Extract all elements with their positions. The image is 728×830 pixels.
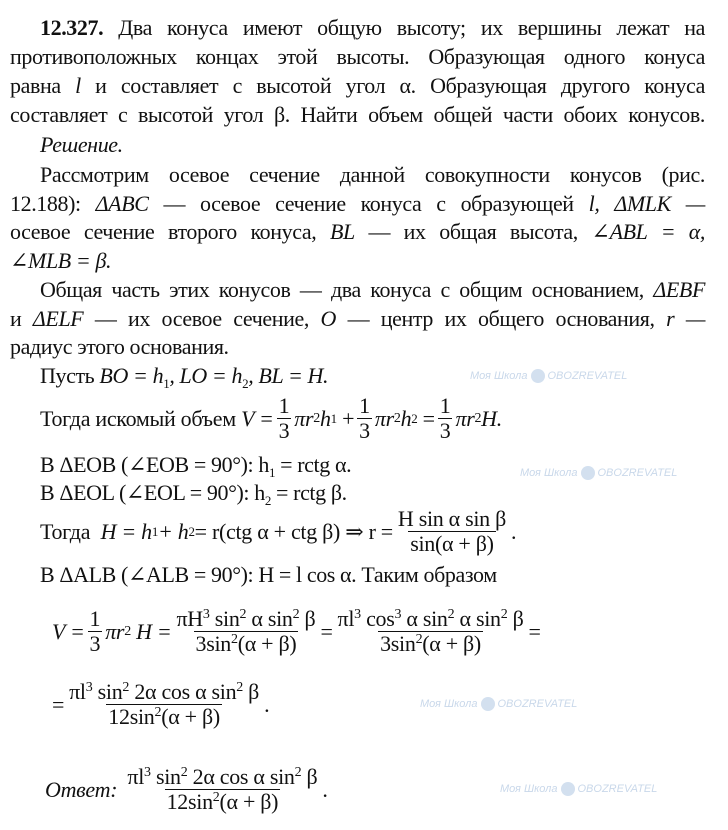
watermark-brand: OBOZREVATEL: [547, 370, 628, 382]
fraction: [357, 394, 372, 443]
text: Тогда: [40, 518, 91, 544]
denominator: [194, 631, 299, 656]
var: l,: [588, 191, 600, 216]
text: — центр их общего основания,: [347, 306, 655, 331]
op: +: [342, 405, 355, 431]
numerator: [174, 607, 317, 631]
sup: 3: [394, 607, 402, 622]
denominator: [378, 631, 483, 656]
t: .: [264, 691, 270, 717]
fraction: [174, 607, 317, 656]
fraction: [438, 394, 453, 443]
fraction: [277, 394, 292, 443]
text: равна: [10, 73, 61, 98]
t: πH: [176, 606, 203, 631]
var: , BL = H.: [248, 363, 329, 388]
var: ∠ABL = α,: [591, 219, 706, 244]
var: r —: [666, 306, 705, 331]
problem-line-2: противоположных концах этой высоты. Образующая одного конуса: [10, 44, 705, 69]
watermark-brand: OBOZREVATEL: [597, 467, 678, 479]
t: πl: [69, 679, 86, 704]
sup: 2: [447, 607, 455, 622]
denominator: 3: [278, 418, 290, 443]
sup: 2: [239, 607, 247, 622]
t: 2α cos α sin: [187, 764, 295, 789]
fraction: [88, 607, 103, 656]
var: ΔELF: [32, 306, 84, 331]
var: πr: [455, 405, 475, 431]
var: πr: [294, 405, 314, 431]
var: + h: [158, 518, 189, 544]
op: =: [422, 405, 435, 431]
t: (α + β): [237, 631, 297, 656]
para1-line-4: [10, 248, 705, 274]
var: πr: [105, 618, 125, 644]
text: = rctg β.: [270, 480, 347, 505]
t: α sin: [454, 606, 501, 631]
denominator: 3: [359, 418, 370, 443]
numerator: H sin α sin β: [397, 506, 506, 531]
sup: 2: [500, 607, 508, 622]
t: 3sin: [195, 631, 231, 656]
para1-line-3: [10, 219, 705, 245]
eol-line: [40, 480, 705, 506]
sup: 3: [144, 765, 151, 780]
text: = r(ctg α + ctg β) ⇒ r =: [194, 518, 393, 544]
sup: 2: [292, 607, 300, 622]
watermark-site: Моя Школа: [500, 783, 558, 795]
watermark-logo-icon: [561, 782, 575, 796]
t: πl: [127, 764, 145, 789]
text: = rctg α.: [275, 452, 352, 477]
watermark: [500, 782, 657, 796]
var: H = h: [100, 518, 152, 544]
var: H =: [136, 618, 172, 644]
var: O: [320, 306, 337, 331]
solution-label: Решение.: [40, 132, 123, 157]
denominator: [165, 789, 281, 814]
op: =: [52, 691, 65, 717]
var: BO = h: [99, 363, 164, 388]
radius-formula: Тогда H = h 1 + h 2 = r(ctg α + ctg β) ⇒ r = $\frac{\text{H sin α sin β}}{\sin(\alpha + \beta)}$ .: [40, 506, 517, 556]
sup: 3: [202, 607, 210, 622]
var: h: [400, 405, 412, 431]
watermark-logo-icon: [481, 697, 495, 711]
numerator: [125, 765, 319, 789]
sub: 1: [268, 465, 276, 480]
v-formula-continued: [52, 680, 269, 729]
answer-label: Ответ:: [45, 776, 118, 802]
t: (α + β): [219, 789, 279, 814]
text: .: [510, 518, 517, 544]
watermark-brand: OBOZREVATEL: [577, 783, 658, 795]
t: α sin: [401, 606, 448, 631]
numerator: 1: [439, 393, 451, 418]
text: и составляет с высотой угол α. Образующая другого конуса: [95, 73, 705, 98]
numerator: 1: [89, 606, 101, 631]
text: В ΔEOB (∠EOB = 90°): h: [40, 452, 269, 477]
t: (α + β): [422, 631, 481, 656]
sup: 2: [154, 705, 162, 720]
var: ΔABC: [95, 191, 149, 216]
problem-number: 12.327.: [40, 15, 104, 40]
t: sin: [209, 606, 240, 631]
t: β: [301, 764, 318, 789]
numerator: [336, 607, 526, 631]
var: H.: [481, 405, 502, 431]
sup: 2: [230, 632, 238, 647]
v-formula: V = $\frac{1}{3}$ πr 2 H = $\frac{\pi H^3 \sin^2 \alpha \sin^2 \beta}{3\sin^2(\alpha + \beta)}$ = $\frac{\pi l^3 \cos^3 \alpha \sin^2 \alpha \sin^2 \beta}{3\sin^2(\alpha + \beta)}$ =: [52, 606, 541, 656]
para2-line-2: [10, 306, 705, 332]
var: V =: [241, 405, 274, 431]
var: V =: [52, 618, 85, 644]
text: — их общая высота,: [368, 219, 578, 244]
t: sin: [150, 764, 181, 789]
t: .: [322, 776, 328, 802]
t: sin: [92, 679, 123, 704]
numerator: 1: [359, 393, 370, 418]
t: (α + β): [161, 704, 220, 729]
sup: 3: [85, 680, 93, 695]
watermark-site: Моя Школа: [520, 467, 578, 479]
text: Тогда искомый объем: [40, 405, 236, 431]
var: BL: [329, 219, 355, 244]
sub: 1: [163, 376, 170, 391]
fraction: [125, 765, 319, 814]
sub: 2: [264, 493, 271, 508]
watermark-site: Моя Школа: [420, 698, 478, 710]
t: πl: [337, 606, 355, 631]
sub: 2: [242, 376, 249, 391]
var: ΔMLK —: [614, 191, 705, 216]
text: 12.188):: [10, 191, 81, 216]
problem-line-3: [10, 73, 705, 99]
var: ΔEBF: [653, 277, 705, 302]
text: Два конуса имеют общую высоту; их вершины лежат на: [118, 15, 705, 40]
t: 3sin: [380, 631, 416, 656]
t: β: [299, 606, 316, 631]
var: h: [319, 405, 331, 431]
numerator: 1: [278, 393, 290, 418]
sup: 2: [212, 790, 220, 805]
t: cos: [360, 606, 395, 631]
para2-line-3: радиус этого основания.: [10, 334, 229, 359]
let-line: [40, 363, 705, 389]
t: β: [507, 606, 524, 631]
text: и: [10, 306, 22, 331]
fraction: [336, 607, 526, 656]
var: l: [75, 73, 81, 98]
sup: 2: [415, 632, 423, 647]
fraction: [67, 680, 261, 729]
var: ∠MLB = β.: [10, 248, 112, 273]
problem-line-4: составляет с высотой угол β. Найти объем общей части обоих конусов.: [10, 102, 705, 127]
watermark: [420, 697, 577, 711]
text: Пусть: [40, 363, 95, 388]
denominator: 3: [89, 631, 101, 656]
answer: [45, 765, 328, 814]
op: =: [528, 618, 541, 644]
text: — их осевое сечение,: [94, 306, 309, 331]
para2-line-1: [40, 277, 705, 303]
text: Общая часть этих конусов — два конуса с общим основанием,: [40, 277, 644, 302]
t: β: [242, 679, 260, 704]
t: α sin: [246, 606, 293, 631]
watermark-brand: OBOZREVATEL: [497, 698, 578, 710]
denominator: sin(α + β): [410, 531, 494, 556]
text: В ΔEOL (∠EOL = 90°): h: [40, 480, 265, 505]
numerator: [67, 680, 261, 704]
t: 2α cos α sin: [129, 679, 237, 704]
var: , LO = h: [169, 363, 243, 388]
sup: 2: [294, 765, 302, 780]
text: — осевое сечение конуса с образующей: [163, 191, 574, 216]
problem-line-1: [40, 15, 705, 41]
sup: 2: [122, 680, 130, 695]
alb-line: В ΔALB (∠ALB = 90°): H = l cos α. Таким образом: [40, 562, 497, 587]
t: 12sin: [108, 704, 155, 729]
fraction: [396, 507, 508, 556]
t: 12sin: [166, 789, 213, 814]
eob-line: [40, 452, 705, 478]
sup: 3: [354, 607, 361, 622]
var: πr: [374, 405, 394, 431]
sup: 2: [180, 765, 188, 780]
para1-line-1: Рассмотрим осевое сечение данной совокупности конусов (рис.: [40, 162, 705, 187]
denominator: 3: [439, 418, 451, 443]
solution-heading: [40, 132, 705, 158]
denominator: [106, 704, 222, 729]
sup: 2: [236, 680, 243, 695]
op: =: [320, 618, 333, 644]
watermark-site: Моя Школа: [470, 370, 528, 382]
volume-formula: Тогда искомый объем V = $\frac{1}{3}$ πr 2 h 1 + $\frac{1}{3}$ πr 2 h 2 = $\frac{1}{3}$ πr 2 H.: [40, 393, 502, 443]
para1-line-2: [10, 191, 705, 217]
text: осевое сечение второго конуса,: [10, 219, 317, 244]
